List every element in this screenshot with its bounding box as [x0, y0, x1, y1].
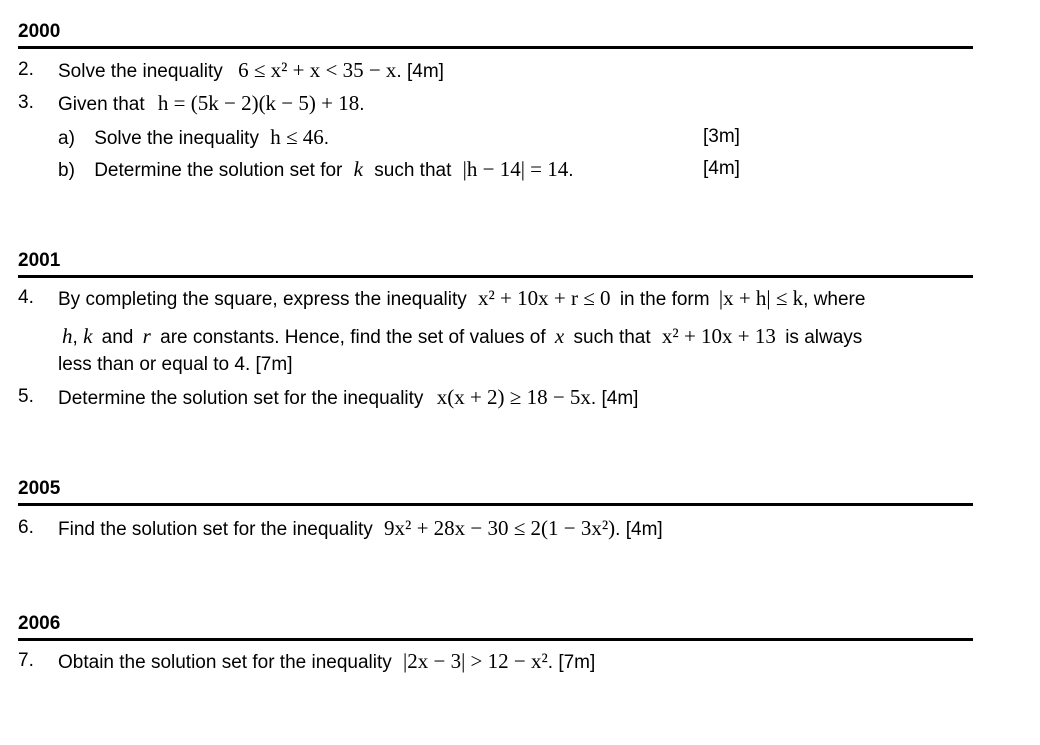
question-text: Determine the solution set for the inequality — [58, 388, 424, 409]
inequality-expression: 9x² + 28x − 30 ≤ 2(1 − 3x²) — [384, 516, 616, 540]
question-text: Given that — [58, 94, 145, 115]
quadratic-inequality: x² + 10x + r ≤ 0 — [478, 286, 611, 310]
question-number: 6. — [18, 517, 34, 538]
end-punctuation: . — [359, 94, 365, 115]
question-text: Obtain the solution set for the inequality — [58, 652, 392, 673]
h-definition: h = (5k − 2)(k − 5) + 18 — [157, 91, 360, 115]
question-number: 5. — [18, 386, 34, 407]
question-4-line-3 — [58, 353, 292, 377]
part-text: Solve the inequality — [94, 128, 259, 149]
variable-h: h — [62, 324, 73, 348]
question-text-2: in the form — [619, 289, 710, 310]
question-number: 4. — [18, 287, 34, 308]
question-number: 3. — [18, 92, 34, 113]
inequality-expression: 6 ≤ x² + x < 35 − x — [238, 58, 397, 82]
section-divider — [18, 46, 973, 49]
question-text: Solve the inequality — [58, 61, 223, 82]
section-divider — [18, 503, 973, 506]
question-text-3: , where — [803, 289, 866, 310]
end-punctuation: . — [568, 160, 574, 181]
question-mark: . [4m] — [615, 519, 663, 540]
variable-k: k — [83, 324, 93, 348]
part-text: Determine the solution set for — [94, 160, 343, 181]
question-text-6: such that — [573, 327, 651, 348]
question-4-line-2: h, k and r are constants. Hence, find the set of values of x such that x² + 10x + 13 is always — [62, 324, 863, 348]
part-label: b) — [58, 160, 75, 181]
mark-allocation: [3m] — [703, 126, 740, 147]
question-text-4: and — [101, 327, 134, 348]
inequality-expression: h ≤ 46 — [270, 125, 324, 149]
section-divider — [18, 275, 973, 278]
question-text-5: are constants. Hence, find the set of values of — [160, 327, 546, 348]
inequality-expression: x(x + 2) ≥ 18 − 5x — [436, 385, 591, 409]
question-text: Find the solution set for the inequality — [58, 519, 373, 540]
question-number: 7. — [18, 650, 34, 671]
question-text-7: is always — [785, 327, 863, 348]
variable-r: r — [142, 324, 151, 348]
question-text: By completing the square, express the inequality — [58, 289, 467, 310]
absolute-equation: |h − 14| = 14 — [462, 157, 569, 181]
inequality-expression: |2x − 3| > 12 − x² — [403, 649, 548, 673]
year-heading: 2000 — [18, 21, 61, 42]
variable-k: k — [353, 157, 363, 181]
question-text-8: less than or equal to 4. [7m] — [58, 354, 293, 375]
absolute-form: |x + h| ≤ k — [718, 286, 804, 310]
part-label: a) — [58, 128, 75, 149]
section-divider — [18, 638, 973, 641]
question-mark: . [7m] — [547, 652, 596, 673]
year-heading: 2005 — [18, 478, 61, 499]
question-3a — [58, 125, 973, 151]
part-text-2: such that — [374, 160, 452, 181]
question-mark: . [4m] — [590, 388, 639, 409]
variable-x: x — [554, 324, 565, 348]
quadratic-expression: x² + 10x + 13 — [661, 324, 776, 348]
end-punctuation: . — [323, 128, 330, 149]
year-heading: 2006 — [18, 613, 61, 634]
question-number: 2. — [18, 59, 34, 80]
mark-allocation: [4m] — [703, 158, 740, 179]
question-mark: . [4m] — [396, 61, 444, 82]
year-heading: 2001 — [18, 250, 61, 271]
question-3b — [58, 157, 973, 183]
